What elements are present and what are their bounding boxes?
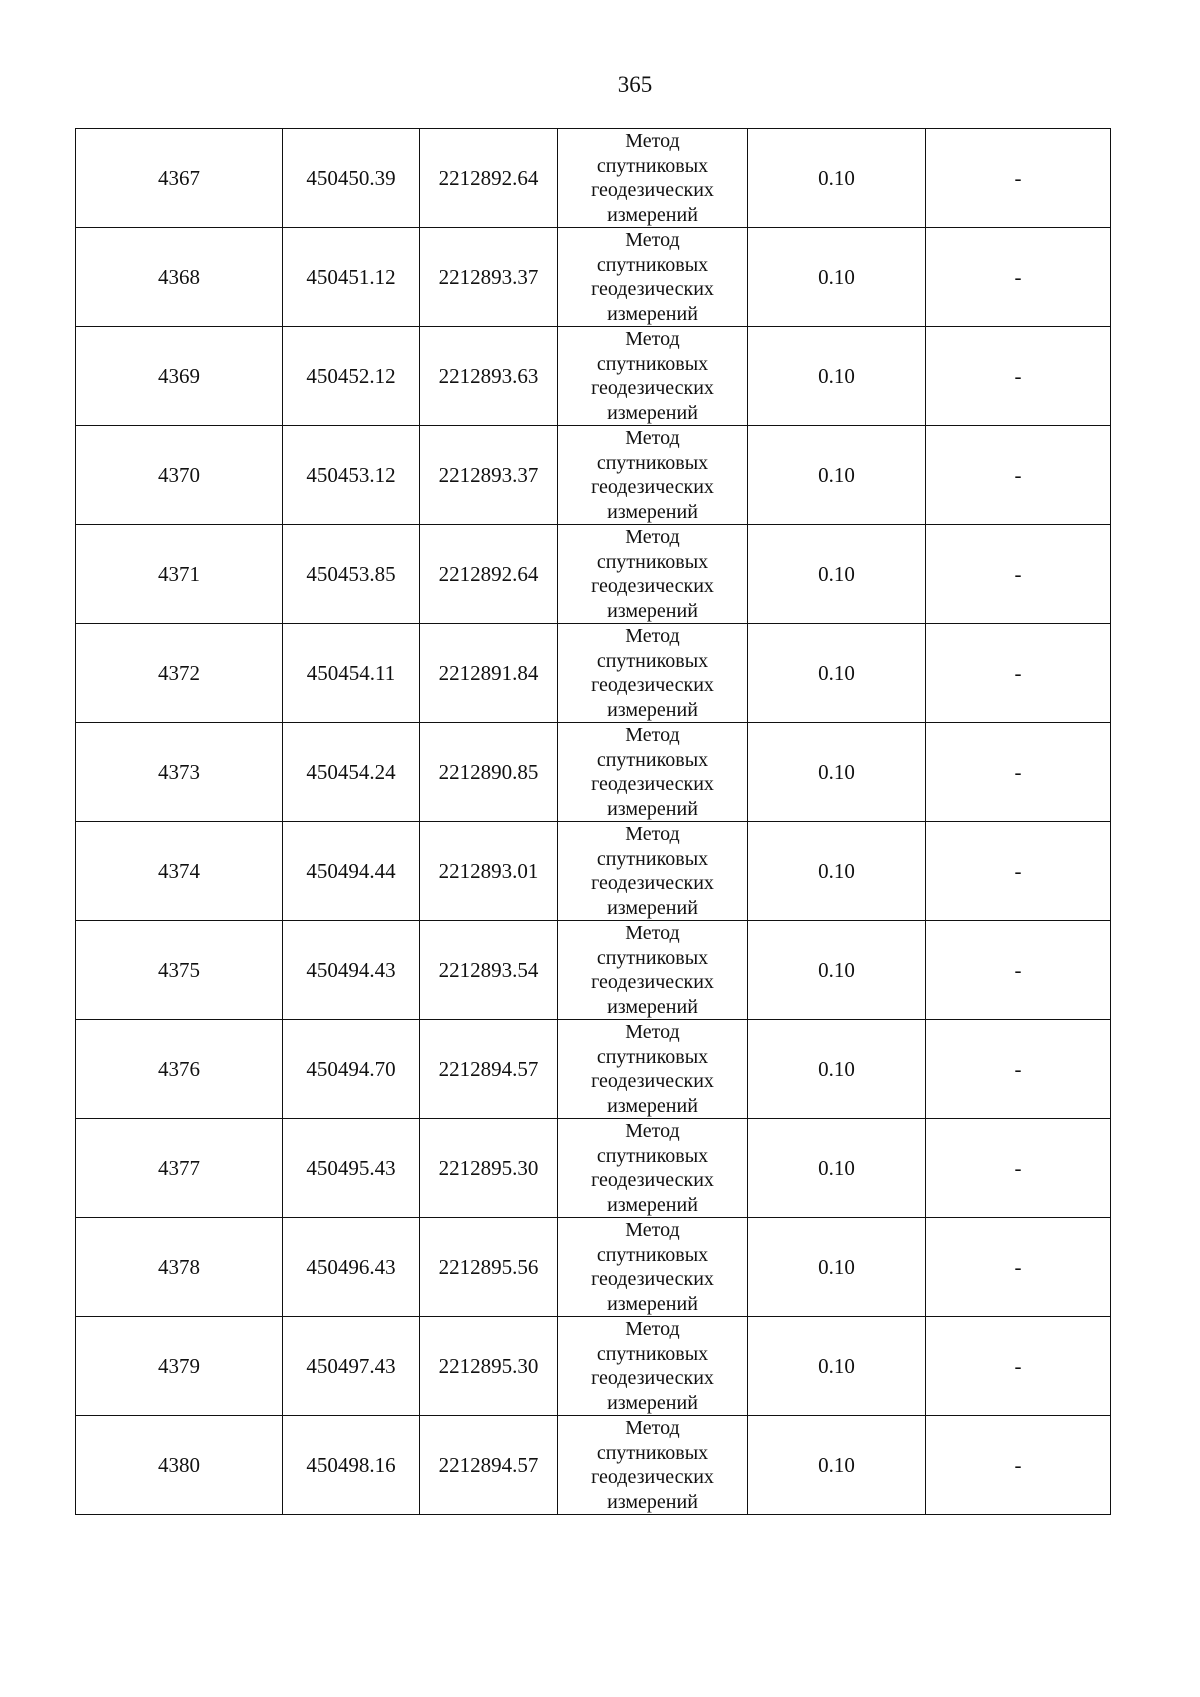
y-coordinate-cell: 2212893.37 <box>420 426 558 525</box>
method-line: измерений <box>607 1391 698 1414</box>
method-line: геодезических <box>591 872 714 894</box>
method-cell <box>558 525 748 624</box>
x-coordinate-cell: 450496.43 <box>283 1218 420 1317</box>
x-coordinate-cell: 450453.12 <box>283 426 420 525</box>
table-row <box>76 921 1111 1020</box>
method-line: спутниковых <box>596 451 709 474</box>
table-row <box>76 1416 1111 1515</box>
method-line: Метод <box>625 724 680 746</box>
table-row <box>76 426 1111 525</box>
method-line: геодезических <box>591 575 714 597</box>
y-coordinate-cell: 2212890.85 <box>420 723 558 822</box>
y-coordinate-cell: 2212895.56 <box>420 1218 558 1317</box>
point-number-cell: 4367 <box>76 129 283 228</box>
note-cell: - <box>926 624 1111 723</box>
method-line: спутниковых <box>596 253 709 276</box>
method-line: измерений <box>607 599 698 622</box>
point-number-cell: 4370 <box>76 426 283 525</box>
method-cell <box>558 723 748 822</box>
method-line: измерений <box>607 401 698 424</box>
method-cell <box>558 426 748 525</box>
method-line: Метод <box>625 427 680 449</box>
method-cell <box>558 1020 748 1119</box>
method-line: измерений <box>607 995 698 1018</box>
method-line: измерений <box>607 1490 698 1513</box>
method-line: измерений <box>607 1193 698 1216</box>
method-line: спутниковых <box>596 1045 709 1068</box>
method-line: геодезических <box>591 971 714 993</box>
table-row <box>76 1218 1111 1317</box>
method-line: геодезических <box>591 773 714 795</box>
x-coordinate-cell: 450453.85 <box>283 525 420 624</box>
note-cell: - <box>926 921 1111 1020</box>
table-row <box>76 822 1111 921</box>
method-line: спутниковых <box>596 1144 709 1167</box>
y-coordinate-cell: 2212891.84 <box>420 624 558 723</box>
point-number-cell: 4379 <box>76 1317 283 1416</box>
point-number-cell: 4371 <box>76 525 283 624</box>
accuracy-cell: 0.10 <box>748 228 926 327</box>
method-line: Метод <box>625 526 680 548</box>
y-coordinate-cell: 2212892.64 <box>420 129 558 228</box>
accuracy-cell: 0.10 <box>748 723 926 822</box>
method-line: геодезических <box>591 1169 714 1191</box>
note-cell: - <box>926 327 1111 426</box>
coordinates-table-body <box>76 129 1111 1515</box>
y-coordinate-cell: 2212894.57 <box>420 1020 558 1119</box>
note-cell: - <box>926 525 1111 624</box>
x-coordinate-cell: 450495.43 <box>283 1119 420 1218</box>
method-line: геодезических <box>591 1466 714 1488</box>
accuracy-cell: 0.10 <box>748 129 926 228</box>
x-coordinate-cell: 450454.24 <box>283 723 420 822</box>
x-coordinate-cell: 450498.16 <box>283 1416 420 1515</box>
method-cell <box>558 1416 748 1515</box>
method-line: спутниковых <box>596 550 709 573</box>
method-line: геодезических <box>591 1070 714 1092</box>
note-cell: - <box>926 723 1111 822</box>
table-row <box>76 1020 1111 1119</box>
method-line: измерений <box>607 203 698 226</box>
method-line: спутниковых <box>596 1243 709 1266</box>
accuracy-cell: 0.10 <box>748 327 926 426</box>
accuracy-cell: 0.10 <box>748 426 926 525</box>
method-line: измерений <box>607 896 698 919</box>
method-line: Метод <box>625 823 680 845</box>
method-line: геодезических <box>591 179 714 201</box>
note-cell: - <box>926 1020 1111 1119</box>
table-row <box>76 327 1111 426</box>
accuracy-cell: 0.10 <box>748 822 926 921</box>
point-number-cell: 4372 <box>76 624 283 723</box>
method-line: Метод <box>625 1120 680 1142</box>
method-line: измерений <box>607 302 698 325</box>
note-cell: - <box>926 1416 1111 1515</box>
x-coordinate-cell: 450494.44 <box>283 822 420 921</box>
accuracy-cell: 0.10 <box>748 1317 926 1416</box>
method-line: Метод <box>625 625 680 647</box>
method-line: спутниковых <box>596 1342 709 1365</box>
method-line: измерений <box>607 1094 698 1117</box>
method-cell <box>558 1218 748 1317</box>
x-coordinate-cell: 450494.43 <box>283 921 420 1020</box>
point-number-cell: 4377 <box>76 1119 283 1218</box>
method-line: измерений <box>607 698 698 721</box>
method-line: измерений <box>607 1292 698 1315</box>
accuracy-cell: 0.10 <box>748 1020 926 1119</box>
method-line: геодезических <box>591 278 714 300</box>
accuracy-cell: 0.10 <box>748 624 926 723</box>
page-number: 365 <box>617 72 653 97</box>
method-line: Метод <box>625 922 680 944</box>
method-cell <box>558 822 748 921</box>
point-number-cell: 4369 <box>76 327 283 426</box>
y-coordinate-cell: 2212895.30 <box>420 1317 558 1416</box>
accuracy-cell: 0.10 <box>748 1119 926 1218</box>
method-cell <box>558 624 748 723</box>
method-cell <box>558 921 748 1020</box>
method-line: спутниковых <box>596 1441 709 1464</box>
method-cell <box>558 1119 748 1218</box>
method-line: геодезических <box>591 674 714 696</box>
method-line: Метод <box>625 130 680 152</box>
x-coordinate-cell: 450451.12 <box>283 228 420 327</box>
accuracy-cell: 0.10 <box>748 1416 926 1515</box>
method-line: Метод <box>625 1318 680 1340</box>
x-coordinate-cell: 450494.70 <box>283 1020 420 1119</box>
method-cell <box>558 228 748 327</box>
table-row <box>76 1119 1111 1218</box>
x-coordinate-cell: 450454.11 <box>283 624 420 723</box>
method-line: спутниковых <box>596 847 709 870</box>
point-number-cell: 4380 <box>76 1416 283 1515</box>
method-cell <box>558 1317 748 1416</box>
table-row <box>76 228 1111 327</box>
table-row <box>76 723 1111 822</box>
accuracy-cell: 0.10 <box>748 525 926 624</box>
y-coordinate-cell: 2212893.01 <box>420 822 558 921</box>
method-cell <box>558 129 748 228</box>
table-row <box>76 1317 1111 1416</box>
x-coordinate-cell: 450452.12 <box>283 327 420 426</box>
coordinates-table <box>75 128 1111 1515</box>
method-line: спутниковых <box>596 154 709 177</box>
method-line: геодезических <box>591 377 714 399</box>
method-line: геодезических <box>591 1268 714 1290</box>
method-line: Метод <box>625 1219 680 1241</box>
note-cell: - <box>926 1317 1111 1416</box>
point-number-cell: 4374 <box>76 822 283 921</box>
point-number-cell: 4378 <box>76 1218 283 1317</box>
y-coordinate-cell: 2212894.57 <box>420 1416 558 1515</box>
x-coordinate-cell: 450450.39 <box>283 129 420 228</box>
point-number-cell: 4375 <box>76 921 283 1020</box>
method-cell <box>558 327 748 426</box>
method-line: измерений <box>607 797 698 820</box>
accuracy-cell: 0.10 <box>748 921 926 1020</box>
note-cell: - <box>926 426 1111 525</box>
point-number-cell: 4368 <box>76 228 283 327</box>
y-coordinate-cell: 2212893.63 <box>420 327 558 426</box>
x-coordinate-cell: 450497.43 <box>283 1317 420 1416</box>
y-coordinate-cell: 2212893.37 <box>420 228 558 327</box>
method-line: спутниковых <box>596 748 709 771</box>
y-coordinate-cell: 2212892.64 <box>420 525 558 624</box>
method-line: Метод <box>625 1417 680 1439</box>
point-number-cell: 4373 <box>76 723 283 822</box>
table-row <box>76 624 1111 723</box>
y-coordinate-cell: 2212893.54 <box>420 921 558 1020</box>
note-cell: - <box>926 1119 1111 1218</box>
method-line: Метод <box>625 328 680 350</box>
y-coordinate-cell: 2212895.30 <box>420 1119 558 1218</box>
method-line: геодезических <box>591 1367 714 1389</box>
method-line: спутниковых <box>596 352 709 375</box>
accuracy-cell: 0.10 <box>748 1218 926 1317</box>
method-line: геодезических <box>591 476 714 498</box>
note-cell: - <box>926 228 1111 327</box>
method-line: измерений <box>607 500 698 523</box>
method-line: Метод <box>625 1021 680 1043</box>
method-line: спутниковых <box>596 946 709 969</box>
table-row <box>76 525 1111 624</box>
method-line: спутниковых <box>596 649 709 672</box>
note-cell: - <box>926 822 1111 921</box>
note-cell: - <box>926 129 1111 228</box>
table-row <box>76 129 1111 228</box>
point-number-cell: 4376 <box>76 1020 283 1119</box>
note-cell: - <box>926 1218 1111 1317</box>
method-line: Метод <box>625 229 680 251</box>
